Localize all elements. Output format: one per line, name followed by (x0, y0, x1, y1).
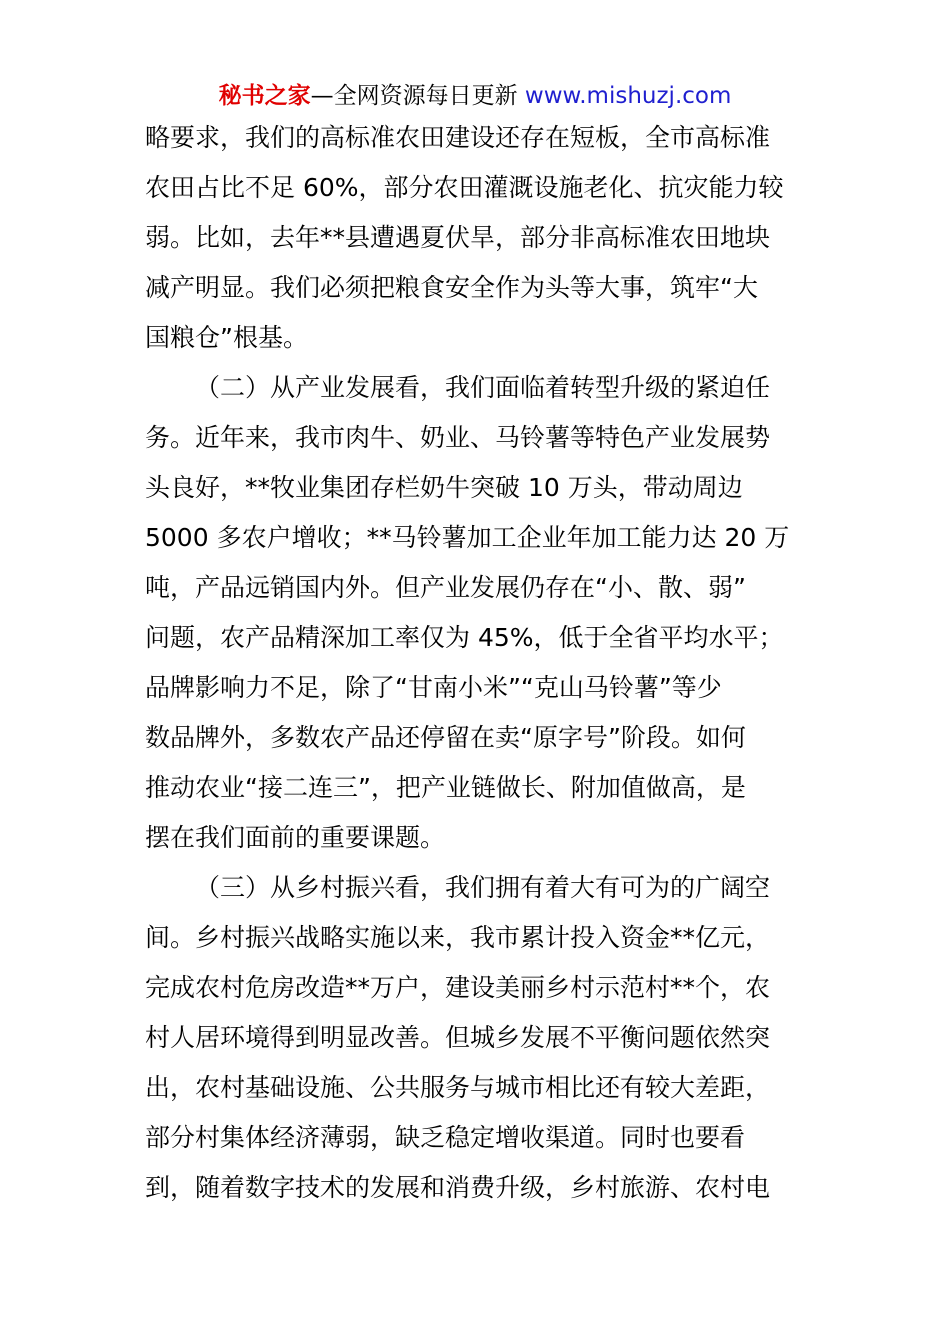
site-url[interactable]: www.mishuzj.com (524, 83, 732, 109)
text-line: 村人居环境得到明显改善。但城乡发展不平衡问题依然突 (145, 1023, 771, 1052)
text-line: 间。乡村振兴战略实施以来，我市累计投入资金**亿元， (145, 923, 771, 952)
text-line: 略要求，我们的高标准农田建设还存在短板，全市高标准 (145, 123, 771, 152)
site-tagline: —全网资源每日更新 (310, 83, 525, 109)
text-line: 推动农业“接二连三”，把产业链做长、附加值做高，是 (145, 773, 746, 802)
site-brand: 秘书之家 (218, 83, 311, 109)
text-line: 数品牌外，多数农产品还停留在卖“原字号”阶段。如何 (145, 723, 746, 752)
text-line: 农田占比不足 60%，部分农田灌溉设施老化、抗灾能力较 (145, 173, 784, 202)
text-line: 品牌影响力不足，除了“甘南小米”“克山马铃薯”等少 (145, 673, 722, 702)
text-line: 国粮仓”根基。 (145, 323, 308, 352)
text-line: 完成农村危房改造**万户，建设美丽乡村示范村**个，农 (145, 973, 771, 1002)
text-line: 摆在我们面前的重要课题。 (145, 823, 446, 852)
site-header (0, 80, 950, 112)
text-line: 务。近年来，我市肉牛、奶业、马铃薯等特色产业发展势 (145, 423, 771, 452)
section-heading-line: （三）从乡村振兴看，我们拥有着大有可为的广阔空 (195, 873, 771, 902)
text-line: 减产明显。我们必须把粮食安全作为头等大事，筑牢“大 (145, 273, 758, 302)
text-line: 部分村集体经济薄弱，缺乏稳定增收渠道。同时也要看 (145, 1123, 746, 1152)
text-line: 头良好，**牧业集团存栏奶牛突破 10 万头，带动周边 (145, 473, 743, 502)
section-heading-line: （二）从产业发展看，我们面临着转型升级的紧迫任 (195, 373, 771, 402)
text-line: 吨，产品远销国内外。但产业发展仍存在“小、散、弱” (145, 573, 746, 602)
text-line: 到，随着数字技术的发展和消费升级，乡村旅游、农村电 (145, 1173, 771, 1202)
text-line: 出，农村基础设施、公共服务与城市相比还有较大差距， (145, 1073, 771, 1102)
text-line: 问题，农产品精深加工率仅为 45%，低于全省平均水平； (145, 623, 784, 652)
text-line: 弱。比如，去年**县遭遇夏伏旱，部分非高标准农田地块 (145, 223, 771, 252)
text-line: 5000 多农户增收；**马铃薯加工企业年加工能力达 20 万 (145, 523, 790, 552)
